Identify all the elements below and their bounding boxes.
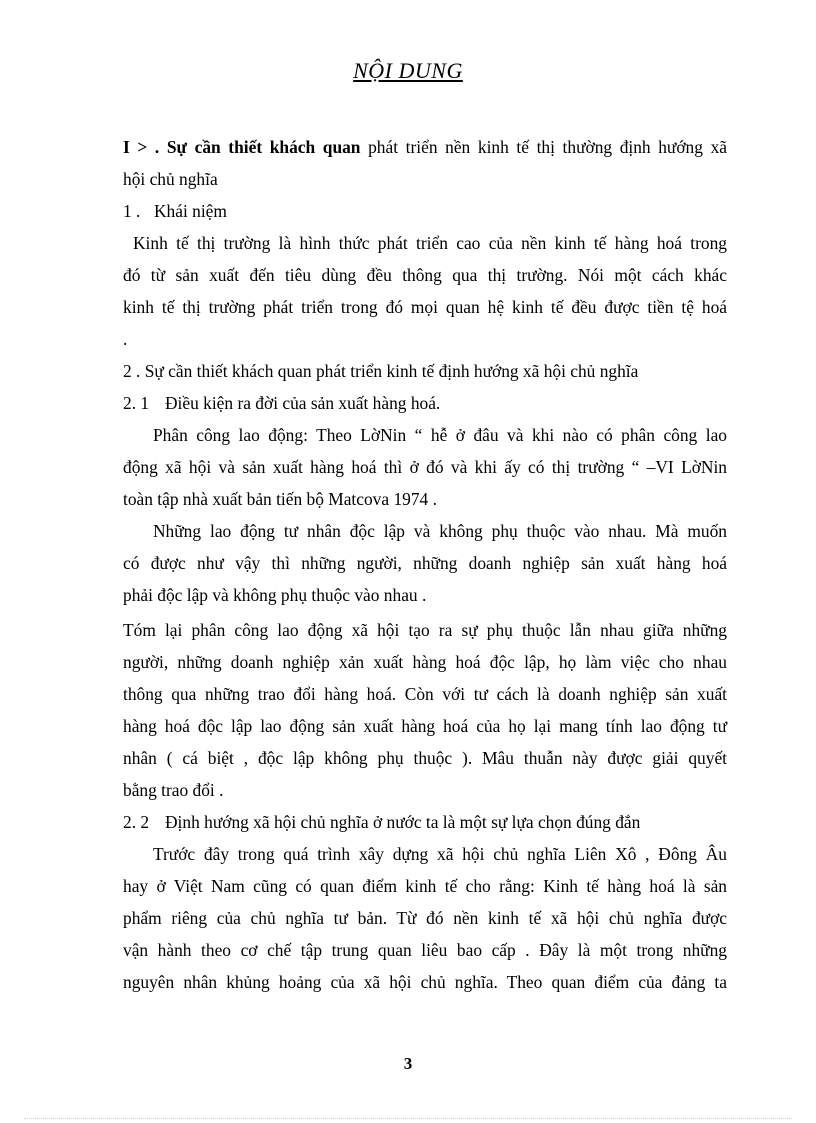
section-heading-bold: I > . Sự cần thiết khách quan bbox=[123, 137, 361, 157]
paragraph-line: Phân công lao động: Theo LờNin “ hễ ở đâu và khi nào có phân công lao bbox=[153, 425, 727, 445]
section-heading-rest: phát triển nền kinh tế thị thường định hướng xã bbox=[360, 137, 727, 157]
paragraph-line: Kinh tế thị trường là hình thức phát triển cao của nền kinh tế hàng hoá trong bbox=[133, 233, 727, 253]
paragraph-line: Những lao động tư nhân độc lập và không phụ thuộc vào nhau. Mà muốn bbox=[153, 521, 727, 541]
subheading-2: 2 . Sự cần thiết khách quan phát triển kinh tế định hướng xã hội chủ nghĩa bbox=[123, 361, 639, 381]
section-heading-1 bbox=[123, 136, 727, 158]
paragraph-line: nguyên nhân khủng hoảng của xã hội chủ nghĩa. Theo quan điểm của đảng ta bbox=[123, 972, 727, 992]
subheading-text: Định hướng xã hội chủ nghĩa ở nước ta là một sự lựa chọn đúng đắn bbox=[165, 812, 641, 832]
paragraph-line: đó từ sản xuất đến tiêu dùng đều thông qua thị trường. Nói một cách khác bbox=[123, 265, 727, 285]
paragraph-line: nhân ( cá biệt , độc lập không phụ thuộc ). Mâu thuẫn này được giải quyết bbox=[123, 748, 727, 768]
paragraph-line: phải độc lập và không phụ thuộc vào nhau . bbox=[123, 585, 427, 605]
paragraph-line: kinh tế thị trường phát triển trong đó mọi quan hệ kinh tế đều được tiền tệ hoá bbox=[123, 297, 727, 317]
subheading-text: Khái niệm bbox=[154, 201, 227, 221]
subheading-2-2 bbox=[123, 811, 727, 833]
paragraph-line: thông qua những trao đổi hàng hoá. Còn với tư cách là doanh nghiệp sản xuất bbox=[123, 684, 727, 704]
page-title: NỘI DUNG bbox=[353, 58, 463, 83]
subheading-text: Điều kiện ra đời của sản xuất hàng hoá. bbox=[165, 393, 441, 413]
page-bottom-divider bbox=[24, 1118, 792, 1119]
paragraph-line: . bbox=[123, 329, 128, 349]
subheading-number: 1 . bbox=[123, 201, 141, 221]
subheading-2-1 bbox=[123, 392, 727, 414]
section-heading-1-line2: hội chủ nghĩa bbox=[123, 169, 218, 189]
page-number: 3 bbox=[403, 1054, 413, 1073]
paragraph-line: toàn tập nhà xuất bản tiến bộ Matcova 1974 . bbox=[123, 489, 437, 509]
paragraph-line: vận hành theo cơ chế tập trung quan liêu bao cấp . Đây là một trong những bbox=[123, 940, 727, 960]
paragraph-line: Trước đây trong quá trình xây dựng xã hội chủ nghĩa Liên Xô , Đông Âu bbox=[153, 844, 727, 864]
paragraph-line: có được như vậy thì những người, những doanh nghiệp sản xuất hàng hoá bbox=[123, 553, 727, 573]
paragraph-line: người, những doanh nghiệp xản xuất hàng hoá độc lập, họ làm việc cho nhau bbox=[123, 652, 727, 672]
subheading-number: 2. 1 bbox=[123, 393, 150, 413]
paragraph-line: hàng hoá độc lập lao động sản xuất hàng hoá của họ lại mang tính lao động tư bbox=[123, 716, 727, 736]
subheading-1 bbox=[123, 200, 727, 222]
paragraph-line: hay ở Việt Nam cũng có quan điểm kinh tế cho rằng: Kinh tế hàng hoá là sản bbox=[123, 876, 727, 896]
paragraph-line: Tóm lại phân công lao động xã hội tạo ra sự phụ thuộc lẫn nhau giữa những bbox=[123, 620, 727, 640]
paragraph-line: bằng trao đổi . bbox=[123, 780, 224, 800]
subheading-number: 2. 2 bbox=[123, 812, 150, 832]
paragraph-line: phẩm riêng của chủ nghĩa tư bản. Từ đó nền kinh tế xã hội chủ nghĩa được bbox=[123, 908, 727, 928]
paragraph-line: động xã hội và sản xuất hàng hoá thì ở đó và khi ấy có thị trường “ –VI LờNin bbox=[123, 457, 727, 477]
